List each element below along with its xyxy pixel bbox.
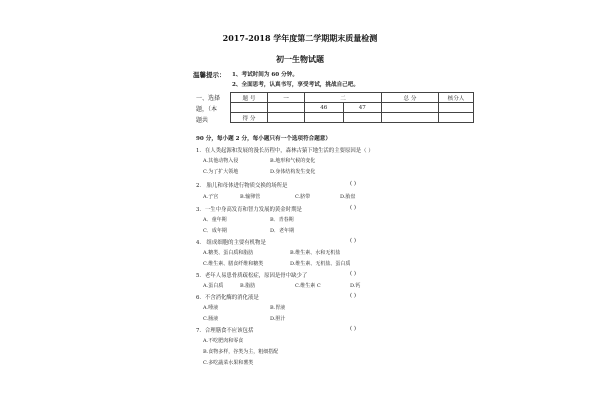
question-stem: 1．在人类起源和发展的漫长历程中，森林古猿下地生活的主要原因是（ ） [196,148,374,154]
answer-option: A．童年期 [203,217,227,223]
table-cell [439,103,474,113]
section-label [196,93,228,126]
table-cell: 得 分 [231,113,268,123]
table-cell[interactable] [305,113,344,123]
table-cell: 题 号 [231,93,268,103]
answer-option: D.身体结构发生变化 [270,169,316,175]
score-table-row [231,93,474,103]
score-table [230,92,474,123]
answer-option: C.维生素 C [295,283,321,289]
answer-option: A.其他动物入侵 [203,158,239,164]
answer-option: A.不吃肥肉和零食 [203,338,244,344]
answer-option: C．成年期 [203,228,227,234]
answer-option: A.唾液 [203,305,219,311]
table-cell [231,103,268,113]
table-cell: 二 [305,93,382,103]
table-cell[interactable] [439,113,474,123]
answer-option: B.地形和气候的变化 [270,158,316,164]
answer-option: C.维生素、膳食纤维和糖类 [203,261,264,267]
table-cell: 总 分 [382,93,439,103]
answer-blank[interactable]: ( ) [350,205,356,211]
question-stem: 3．一生中身高发育和智力发展的黄金时期是 [196,207,302,213]
section-note: 90 分，每小题 2 分，每小题只有一个选项符合题意） [196,136,331,142]
section-label-line: 题共 [196,117,209,124]
tips-heading: 温馨提示： [193,71,226,79]
answer-option: A.糖类、蛋白质和脂肪 [203,250,254,256]
answer-blank[interactable]: ( ) [350,326,356,332]
answer-option: B.输卵管 [240,194,261,200]
answer-option: C.为了扩大领地 [203,169,239,175]
answer-option: D．老年期 [270,228,295,234]
answer-option: A.蛋白质 [203,283,224,289]
question-stem: 4． 组成细胞的主要有机物是 [196,240,266,246]
page-subtitle: 初一生物试题 [276,54,324,64]
section-label-line: 题，（本 [196,106,218,113]
question-stem: 2． 胎儿和母体进行物质交换的场所是 [196,183,288,189]
answer-option: D.钙 [350,283,361,289]
table-cell: 一 [268,93,305,103]
answer-blank[interactable]: ( ) [350,293,356,299]
answer-option: D.维生素、无机盐、蛋白质 [290,261,351,267]
table-cell [382,103,439,113]
table-cell[interactable] [382,113,439,123]
table-cell: 核分人 [439,93,474,103]
answer-option: C.脐带 [295,194,311,200]
answer-option: B.维生素、水和无机盐 [290,250,341,256]
answer-option: B.脂肪 [240,283,256,289]
answer-option: B.胃液 [270,305,286,311]
score-table-row [231,113,474,123]
table-cell: 47 [343,103,382,113]
table-cell [268,103,305,113]
question-stem: 5．老年人易患骨质疏松症，原因是骨中缺少了 [196,273,308,279]
tip-item: 1、考试时间为 60 分钟。 [232,72,298,78]
answer-option: B.食物多样，谷类为主，粗细搭配 [203,349,279,355]
score-table-row [231,103,474,113]
answer-option: C.多吃蔬菜水果和薯类 [203,360,254,366]
question-stem: 6．不含消化酶的消化液是 [196,295,259,301]
answer-option: D.胆汁 [270,316,286,322]
tip-item: 2、全面思考，认真书写，享受考试，挑战自己吧。 [232,82,359,88]
table-cell[interactable] [343,113,382,123]
answer-blank[interactable]: ( ) [350,271,356,277]
page-title: 2017-2018 学年度第二学期期末质量检测 [222,33,378,43]
answer-option: C.肠液 [203,316,219,322]
table-cell[interactable] [268,113,305,123]
section-label-line: 一、选择 [196,95,221,102]
answer-option: A.子宫 [203,194,219,200]
answer-blank[interactable]: ( ) [350,238,356,244]
answer-option: D.胎盘 [340,194,356,200]
answer-option: B．青春期 [270,217,294,223]
question-stem: 7．合理膳食不应该包括 [196,328,254,334]
table-cell: 46 [305,103,344,113]
answer-blank[interactable]: ( ) [350,181,356,187]
